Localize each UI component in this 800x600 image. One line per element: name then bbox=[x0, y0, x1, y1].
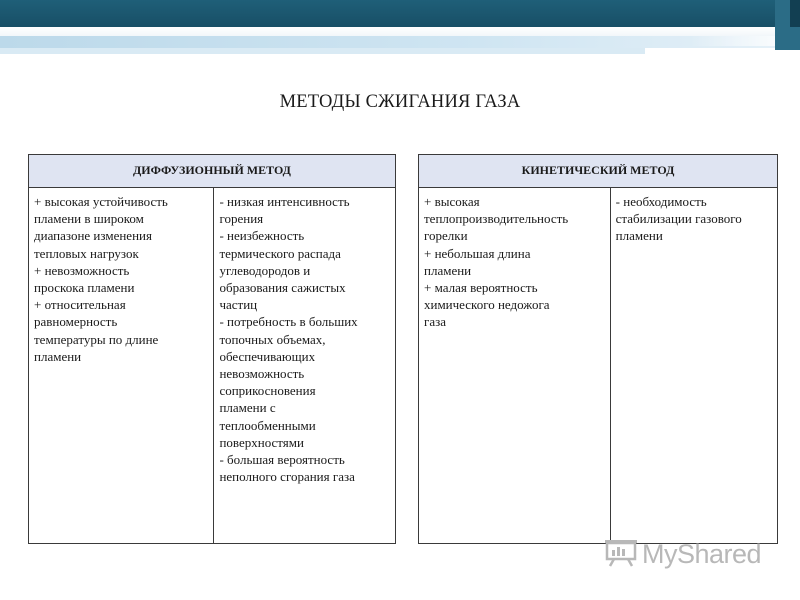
text-line: - низкая интенсивность bbox=[219, 194, 350, 209]
text-line: термического распада bbox=[219, 245, 341, 261]
text-line: стабилизации газового bbox=[615, 211, 742, 227]
diffusion-method-header: ДИФФУЗИОННЫЙ МЕТОД bbox=[29, 155, 396, 188]
text-line: - необходимость bbox=[615, 194, 707, 209]
text-line: пламени с bbox=[219, 400, 276, 416]
kinetic-method-header: КИНЕТИЧЕСКИЙ МЕТОД bbox=[419, 155, 778, 188]
watermark-text: MyShared bbox=[642, 538, 762, 569]
text-line: газа bbox=[424, 314, 447, 330]
top-bar-sheen bbox=[0, 27, 790, 36]
text-line: равномерность bbox=[34, 314, 118, 330]
text-line: углеводородов и bbox=[219, 262, 311, 278]
text-line: пламени bbox=[424, 262, 472, 278]
text-line: невозможность bbox=[219, 366, 305, 382]
diffusion-cons-list bbox=[219, 193, 391, 485]
text-line: проскока пламени bbox=[34, 280, 135, 296]
text-line: пламени bbox=[615, 228, 663, 244]
presentation-board-icon bbox=[604, 537, 638, 572]
text-line: - потребность в больших bbox=[219, 314, 358, 330]
text-line: частиц bbox=[219, 297, 258, 313]
kinetic-cons-cell bbox=[610, 188, 777, 544]
text-line: тепловых нагрузок bbox=[34, 245, 139, 261]
top-bar-dark bbox=[0, 0, 790, 27]
text-line: химического недожога bbox=[424, 297, 550, 313]
text-line: теплообменными bbox=[219, 417, 316, 433]
text-line: горелки bbox=[424, 228, 468, 244]
text-line: топочных объемах, bbox=[219, 331, 326, 347]
text-line: + малая вероятность bbox=[424, 280, 538, 296]
top-bar-light bbox=[0, 36, 800, 48]
text-line: + относительная bbox=[34, 297, 126, 313]
text-line: пламени bbox=[34, 348, 82, 364]
kinetic-method-table bbox=[418, 154, 778, 544]
text-line: образования сажистых bbox=[219, 280, 346, 296]
text-line: + небольшая длина bbox=[424, 245, 531, 261]
top-bar-light-strip bbox=[0, 48, 645, 54]
text-line: температуры по длине bbox=[34, 331, 159, 347]
text-line: пламени в широком bbox=[34, 211, 144, 227]
diffusion-method-table bbox=[28, 154, 396, 544]
text-line: неполного сгорания газа bbox=[219, 469, 355, 485]
myshared-watermark bbox=[604, 538, 761, 570]
text-line: - большая вероятность bbox=[219, 452, 345, 468]
slide-title: МЕТОДЫ СЖИГАНИЯ ГАЗА bbox=[279, 92, 521, 112]
text-line: обеспечивающих bbox=[219, 348, 316, 364]
text-line: + невозможность bbox=[34, 262, 130, 278]
text-line: горения bbox=[219, 211, 264, 227]
text-line: + высокая устойчивость bbox=[34, 194, 168, 209]
top-bar-cap-dark bbox=[790, 0, 800, 27]
diffusion-cons-cell bbox=[214, 188, 396, 544]
text-line: теплопроизводительность bbox=[424, 211, 569, 227]
text-line: соприкосновения bbox=[219, 383, 316, 399]
text-line: поверхностями bbox=[219, 434, 304, 450]
diffusion-pros-list bbox=[34, 193, 209, 365]
kinetic-cons-list bbox=[616, 193, 773, 245]
text-line: диапазоне изменения bbox=[34, 228, 152, 244]
diffusion-pros-cell bbox=[29, 188, 214, 544]
text-line: + высокая bbox=[424, 194, 480, 209]
kinetic-pros-list bbox=[424, 193, 606, 331]
text-line: - неизбежность bbox=[219, 228, 305, 244]
kinetic-pros-cell bbox=[419, 188, 611, 544]
